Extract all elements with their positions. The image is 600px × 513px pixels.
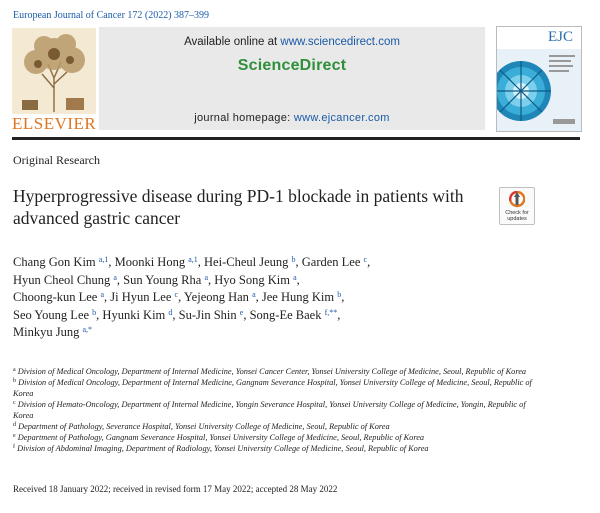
check-for-updates-icon <box>509 191 525 209</box>
author: Moonki Hong $^{a,1}$, <box>114 255 201 269</box>
check-for-updates-label: Check for updates <box>505 210 529 222</box>
author-affiliation-link[interactable]: c <box>363 255 368 264</box>
author-affiliation-link[interactable]: a <box>293 272 297 282</box>
article-type: Original Research <box>13 153 100 167</box>
affiliation-item: $^f$ Division of Abdominal Imaging, Department of Radiology, Yonsei University College of Medicine, Seoul, Republic of Korea <box>13 444 429 453</box>
article-title: Hyperprogressive disease during PD-1 blockade in patients with advanced gastric cancer <box>13 186 464 228</box>
author-affiliation-link[interactable]: c <box>174 290 179 299</box>
publisher-name: ELSEVIER <box>12 114 97 133</box>
author: Hyo Song Kim $^a$, <box>214 272 300 287</box>
author-affiliation-link[interactable]: a,1 <box>188 255 198 264</box>
author: Su-Jin Shin $^e$, <box>178 307 247 322</box>
author: Chang Gon Kim $^{a,1}$, <box>13 255 112 269</box>
affiliation-item: $^b$ Division of Medical Oncology, Department of Internal Medicine, Gangnam Severance Hospital, Yonsei University College of Medicine, Seoul, Republic of Korea <box>13 378 532 398</box>
author: Garden Lee $^c$, <box>301 255 371 269</box>
author-affiliation-link[interactable]: a <box>204 272 209 282</box>
author: Jee Hung Kim $^b$, <box>261 290 345 304</box>
author-affiliation-link[interactable]: b <box>291 255 296 264</box>
check-for-updates-button[interactable] <box>499 187 535 225</box>
author: Choong-kun Lee $^a$, <box>13 290 108 304</box>
author: Minkyu Jung $^{a,*}$ <box>13 325 93 339</box>
available-label: Available online at <box>184 36 281 48</box>
sciencedirect-logo[interactable]: ScienceDirect <box>237 57 347 74</box>
affiliation-item: $^c$ Division of Hemato-Oncology, Department of Internal Medicine, Yongin Severance Hospital, Yonsei University College of Medicine, Yongin, Republic of Korea <box>13 400 526 420</box>
author: Hyun Cheol Chung $^a$, <box>13 272 121 287</box>
author: Sun Young Rha $^a$, <box>123 272 212 287</box>
journal-cover-icon[interactable] <box>496 26 582 132</box>
author: Hyunki Kim $^d$, <box>102 307 176 322</box>
author-affiliation-link[interactable]: a,1 <box>98 255 109 264</box>
author: Yejeong Han $^a$, <box>183 290 259 304</box>
author-affiliation-link[interactable]: a <box>252 290 256 299</box>
affiliation-item: $^e$ Department of Pathology, Gangnam Severance Hospital, Yonsei University College of Medicine, Seoul, Republic of Korea <box>13 433 425 442</box>
author-affiliation-link[interactable]: b <box>92 307 97 317</box>
journal-homepage-link[interactable]: www.ejcancer.com <box>293 112 390 124</box>
author-list <box>13 254 573 342</box>
affiliation-list <box>13 366 533 454</box>
sciencedirect-link[interactable]: www.sciencedirect.com <box>280 36 400 48</box>
homepage-line <box>99 112 485 124</box>
author: Song-Ee Baek $^{f,**}$, <box>249 307 341 322</box>
article-history-dates: Received 18 January 2022; received in revised form 17 May 2022; accepted 28 May 2022 <box>13 484 338 494</box>
homepage-label: journal homepage: <box>194 112 294 124</box>
author: Seo Young Lee $^b$, <box>13 307 100 322</box>
cover-title: EJC <box>547 29 573 45</box>
author-affiliation-link[interactable]: f,** <box>324 307 338 317</box>
author: Ji Hyun Lee $^c$, <box>110 290 182 304</box>
affiliation-item: $^a$ Division of Medical Oncology, Department of Internal Medicine, Yonsei Cancer Center, Yonsei University College of Medicine, Seoul, Republic of Korea <box>13 367 527 376</box>
author: Hei-Cheul Jeung $^b$, <box>204 255 299 269</box>
available-online-line <box>99 36 485 48</box>
author-affiliation-link[interactable]: a <box>100 290 105 299</box>
affiliation-item: $^d$ Department of Pathology, Severance Hospital, Yonsei University College of Medicine, Seoul, Republic of Korea <box>13 422 390 431</box>
author-affiliation-link[interactable]: a,* <box>82 325 93 334</box>
author-affiliation-link[interactable]: a <box>113 272 117 282</box>
author-affiliation-link[interactable]: b <box>337 290 342 299</box>
journal-citation[interactable]: European Journal of Cancer 172 (2022) 387–399 <box>13 10 210 21</box>
author-affiliation-link[interactable]: d <box>168 307 173 317</box>
sciencedirect-banner <box>99 27 485 130</box>
header-divider <box>12 137 580 140</box>
author-affiliation-link[interactable]: e <box>239 307 244 317</box>
